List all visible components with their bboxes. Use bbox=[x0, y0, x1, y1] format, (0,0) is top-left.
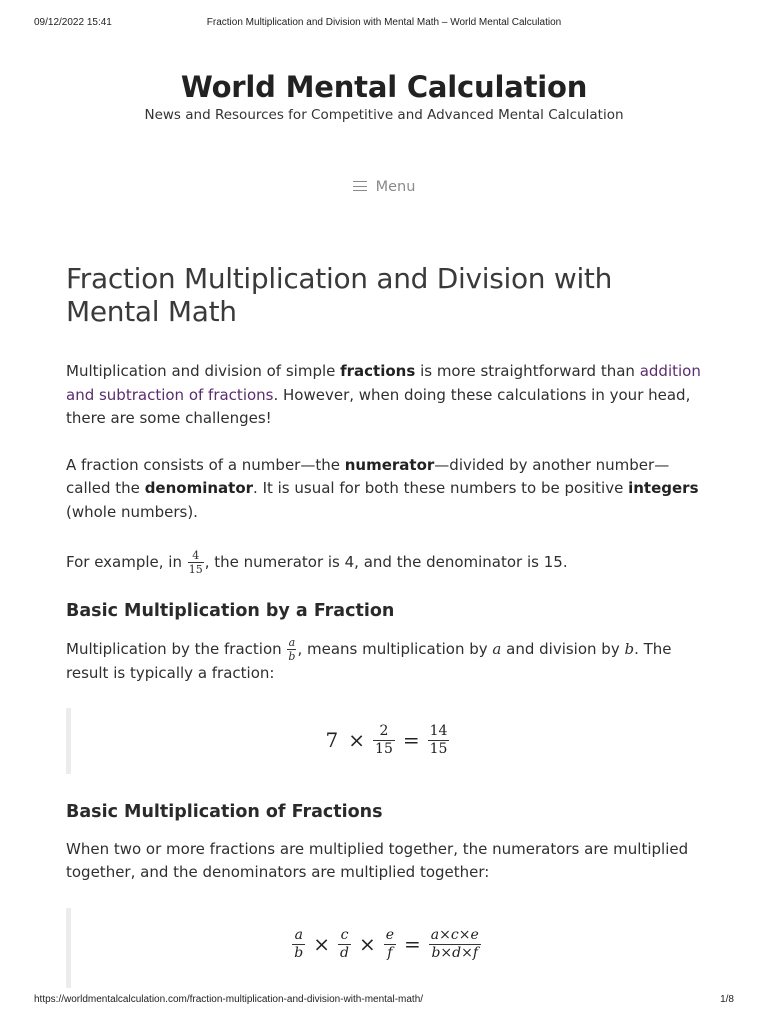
fraction-numerator: a bbox=[292, 928, 305, 945]
addition-subtraction-link[interactable]: addition and subtraction of fractions bbox=[66, 362, 701, 404]
text: . It is usual for both these numbers to be positive bbox=[253, 479, 629, 497]
fraction-denominator: d bbox=[340, 944, 349, 961]
multiplication-of-fractions-paragraph: When two or more fractions are multiplied together, the numerators are multiplied together, and the denominators are multiplied together: bbox=[66, 839, 689, 881]
equation-fraction bbox=[338, 928, 351, 961]
equation-fraction bbox=[429, 928, 481, 961]
section-heading-multiplication-by-fraction: Basic Multiplication by a Fraction bbox=[66, 601, 395, 621]
fraction-denominator: b bbox=[294, 944, 304, 961]
site-title[interactable]: World Mental Calculation bbox=[180, 70, 588, 104]
menu-label: Menu bbox=[375, 179, 416, 195]
equals-symbol: = bbox=[402, 728, 420, 752]
text: (whole numbers). bbox=[66, 502, 198, 521]
equation-block bbox=[66, 708, 702, 774]
bold-term-denominator: denominator bbox=[144, 479, 254, 497]
fraction-denominator: 15 bbox=[375, 740, 393, 757]
site-tagline: News and Resources for Competitive and Advanced Mental Calculation bbox=[144, 107, 624, 123]
equation bbox=[71, 928, 702, 961]
print-page-number: 1/8 bbox=[720, 994, 734, 1005]
inline-fraction bbox=[188, 550, 204, 575]
equation-fraction bbox=[384, 928, 396, 961]
section-heading-multiplication-of-fractions: Basic Multiplication of Fractions bbox=[66, 801, 383, 822]
print-header bbox=[34, 17, 734, 31]
times-symbol: × bbox=[358, 932, 376, 956]
print-url: https://worldmentalcalculation.com/fraction-multiplication-and-division-with-mental-math/ bbox=[34, 994, 424, 1005]
example-paragraph bbox=[66, 550, 702, 575]
fraction-denominator: 15 bbox=[188, 563, 203, 576]
fraction-numerator: 4 bbox=[188, 550, 204, 563]
multiplication-by-fraction-paragraph bbox=[66, 637, 702, 686]
fraction-numerator: c bbox=[338, 928, 351, 945]
fraction-denominator: b×d×f bbox=[431, 944, 479, 961]
fraction-denominator: 15 bbox=[429, 740, 448, 757]
text: Multiplication by the fraction bbox=[66, 639, 287, 658]
print-footer bbox=[34, 994, 734, 1008]
bold-term-fractions: fractions bbox=[340, 362, 416, 380]
times-symbol: × bbox=[313, 932, 330, 956]
text: —divided by another number—called the bbox=[66, 455, 670, 497]
text: and division by bbox=[501, 639, 625, 658]
hamburger-icon bbox=[353, 181, 367, 191]
menu-toggle-button[interactable] bbox=[0, 179, 768, 195]
print-date: 09/12/2022 15:41 bbox=[34, 17, 112, 28]
math-variable-a: a bbox=[492, 639, 502, 658]
intro-paragraph bbox=[66, 360, 702, 431]
text: , means multiplication by bbox=[297, 639, 493, 658]
fraction-numerator: 14 bbox=[429, 722, 448, 739]
equation-fraction bbox=[373, 724, 395, 757]
text: . The result is typically a fraction: bbox=[66, 639, 672, 682]
fraction-numerator: 2 bbox=[373, 724, 395, 741]
equals-symbol: = bbox=[404, 932, 421, 956]
equation-fraction bbox=[292, 928, 305, 961]
fraction-numerator: e bbox=[385, 926, 395, 943]
fraction-denominator: b bbox=[288, 650, 296, 663]
print-document-title: Fraction Multiplication and Division with Mental Math – World Mental Calculation bbox=[206, 17, 562, 28]
page-title: Fraction Multiplication and Division with Mental Math bbox=[66, 262, 613, 328]
equation-fraction bbox=[428, 724, 450, 757]
equation-block bbox=[66, 908, 702, 988]
text: is more straightforward than bbox=[415, 362, 640, 380]
fraction-numerator: a×c×e bbox=[430, 926, 479, 943]
fraction-denominator: f bbox=[387, 944, 393, 961]
text: Multiplication and division of simple bbox=[66, 362, 341, 380]
definition-paragraph bbox=[66, 454, 702, 525]
article-content bbox=[66, 262, 702, 988]
inline-fraction bbox=[287, 637, 296, 662]
equation-term: 7 bbox=[325, 728, 339, 752]
text: , the numerator is 4, and the denominator is 15. bbox=[204, 552, 568, 571]
equation bbox=[71, 724, 702, 757]
bold-term-integers: integers bbox=[628, 479, 699, 497]
bold-term-numerator: numerator bbox=[344, 455, 435, 474]
text: . However, when doing these calculations in your head, there are some challenges! bbox=[66, 385, 691, 427]
math-variable-b: b bbox=[624, 639, 635, 658]
text: A fraction consists of a number—the bbox=[66, 455, 345, 474]
times-symbol: × bbox=[348, 728, 366, 752]
text: For example, in bbox=[66, 552, 187, 571]
fraction-numerator: a bbox=[288, 636, 296, 649]
